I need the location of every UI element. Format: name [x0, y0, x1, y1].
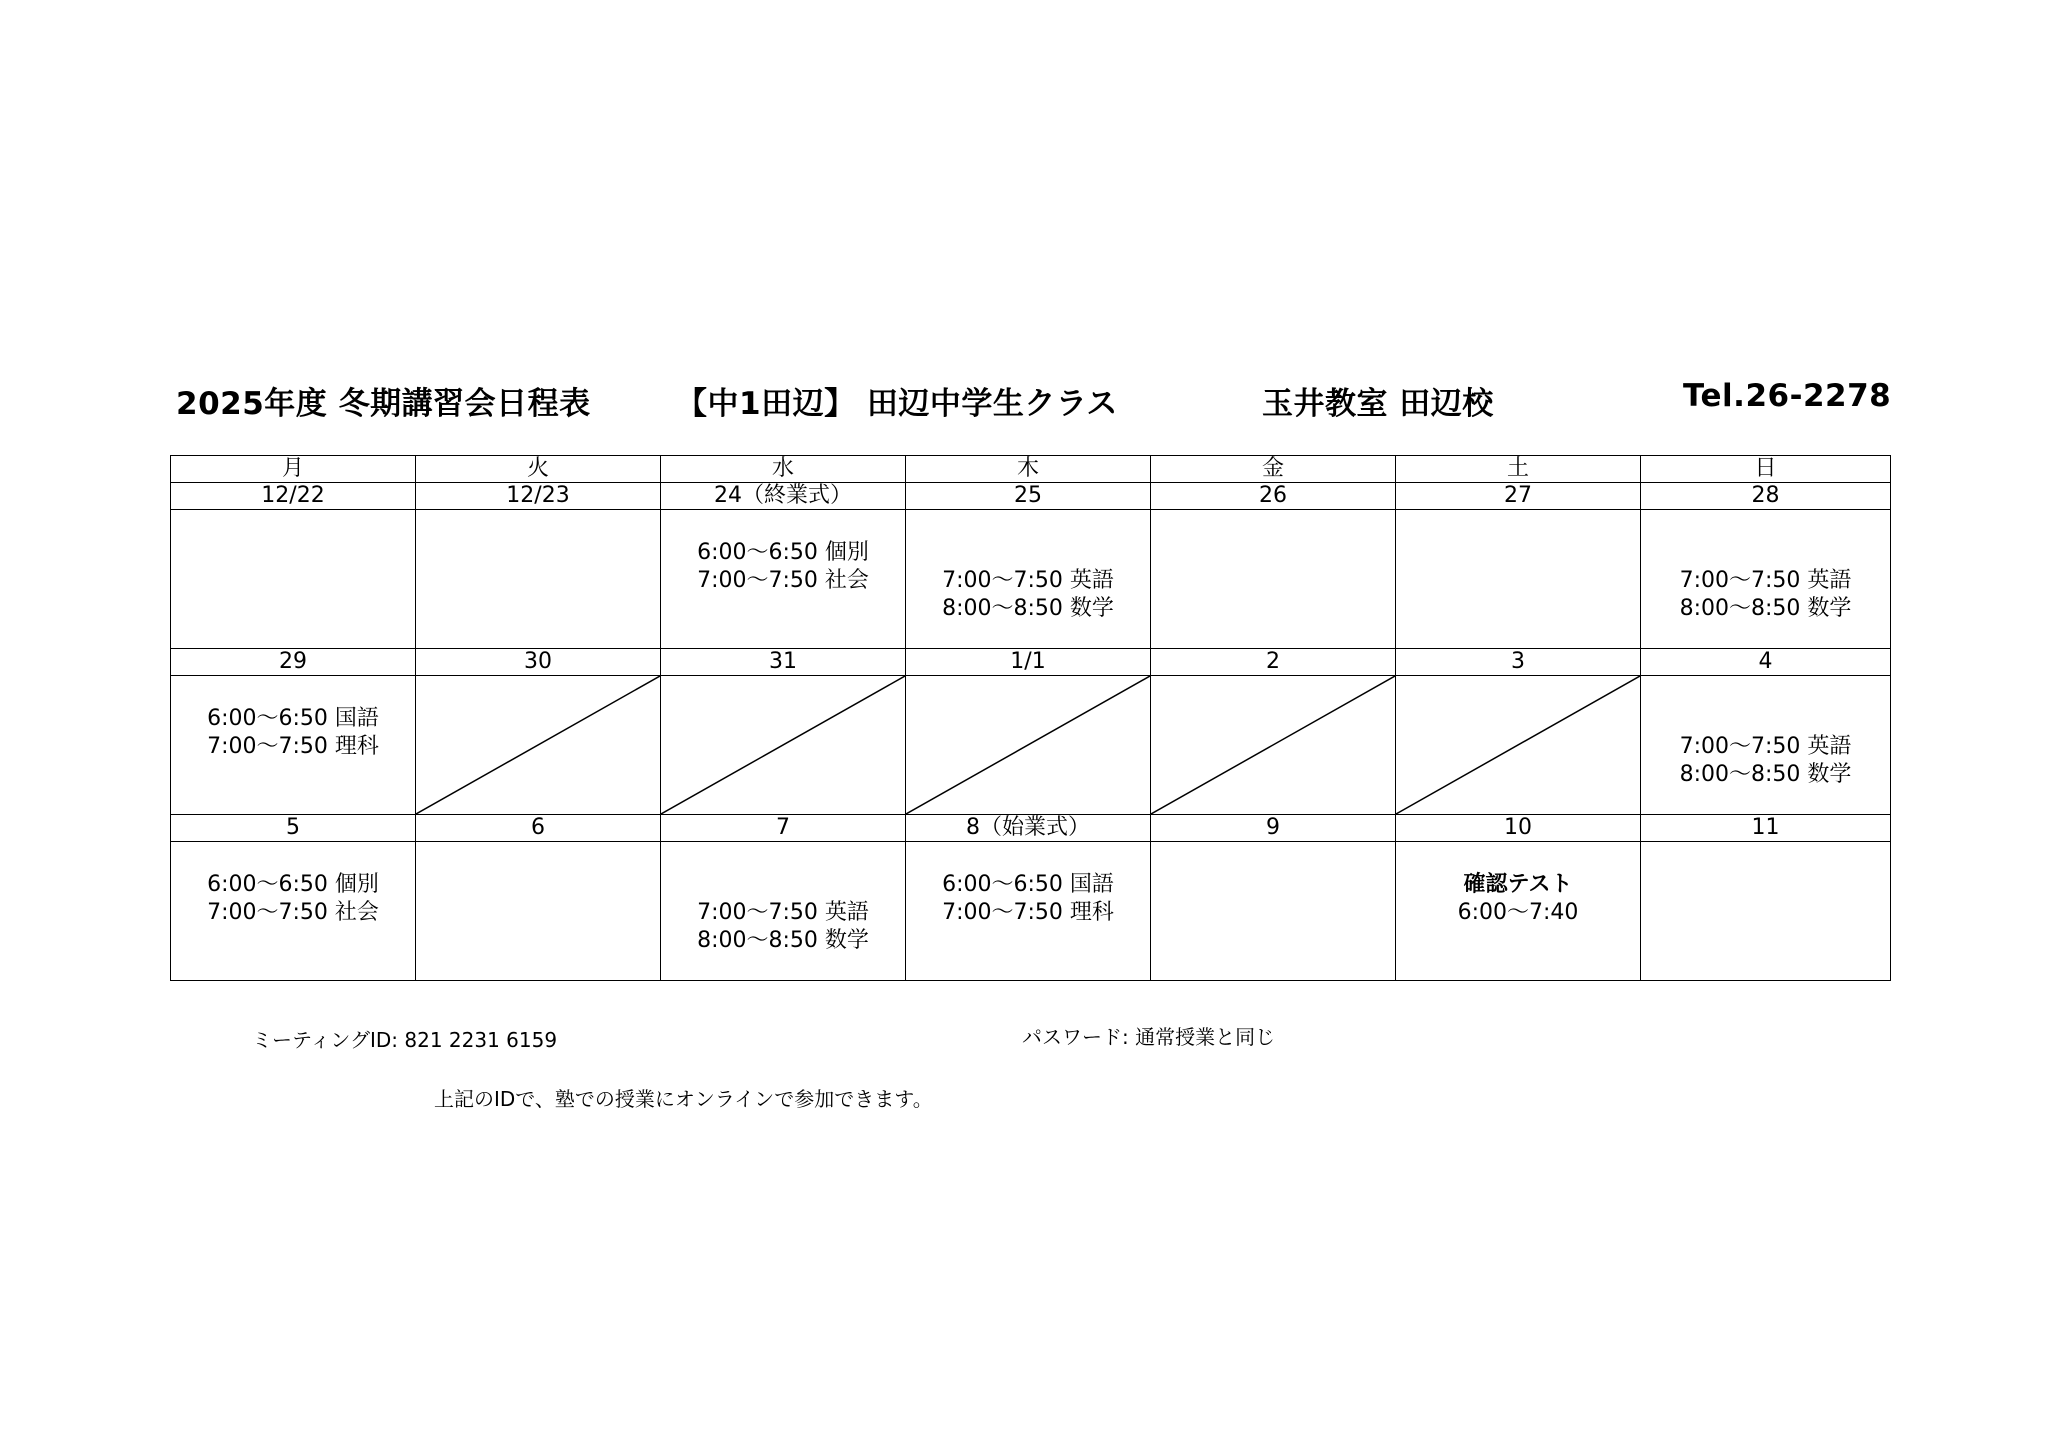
schedule-cell — [1151, 842, 1396, 981]
schedule-cell — [1396, 510, 1641, 649]
schedule-cell — [171, 676, 416, 815]
weekday-mon: 月 — [171, 456, 416, 483]
date-cell: 28 — [1641, 483, 1891, 510]
date-cell: 3 — [1396, 649, 1641, 676]
lesson-line: 7:00～7:50 英語 — [697, 900, 869, 925]
date-cell: 12/23 — [416, 483, 661, 510]
date-cell: 26 — [1151, 483, 1396, 510]
schedule-cell — [171, 842, 416, 981]
date-cell: 2 — [1151, 649, 1396, 676]
date-cell: 27 — [1396, 483, 1641, 510]
lesson-line: 7:00～7:50 社会 — [697, 568, 869, 593]
date-cell: 4 — [1641, 649, 1891, 676]
closed-day-cell — [906, 676, 1151, 815]
lesson-line: 8:00～8:50 数学 — [942, 596, 1114, 621]
closed-day-cell — [661, 676, 906, 815]
weekday-tue: 火 — [416, 456, 661, 483]
date-cell: 9 — [1151, 815, 1396, 842]
lesson-line: 6:00～7:40 — [1457, 900, 1579, 925]
schedule-cell — [661, 510, 906, 649]
lesson-line: 6:00～6:50 個別 — [207, 872, 379, 897]
date-cell: 6 — [416, 815, 661, 842]
lesson-line: 7:00～7:50 英語 — [942, 568, 1114, 593]
schedule-cell — [171, 510, 416, 649]
schedule-cell — [416, 510, 661, 649]
schedule-cell — [1641, 676, 1891, 815]
date-cell: 5 — [171, 815, 416, 842]
date-cell: 30 — [416, 649, 661, 676]
schedule-cell — [1396, 842, 1641, 981]
schedule-cell — [906, 842, 1151, 981]
school-name: 玉井教室 田辺校 — [1262, 386, 1494, 422]
schedule-cell — [1151, 510, 1396, 649]
lesson-line: 7:00～7:50 社会 — [207, 900, 379, 925]
schedule-row — [171, 676, 1891, 815]
schedule-row — [171, 842, 1891, 981]
schedule-cell — [416, 842, 661, 981]
lesson-line: 6:00～6:50 国語 — [942, 872, 1114, 897]
date-cell: 24（終業式） — [661, 483, 906, 510]
schedule-cell — [906, 510, 1151, 649]
date-cell: 10 — [1396, 815, 1641, 842]
date-cell: 7 — [661, 815, 906, 842]
date-cell: 25 — [906, 483, 1151, 510]
lesson-line: 6:00～6:50 国語 — [207, 706, 379, 731]
date-row — [171, 815, 1891, 842]
lesson-line: 8:00～8:50 数学 — [1679, 596, 1852, 621]
lesson-line: 8:00～8:50 数学 — [697, 928, 869, 953]
closed-diagonal-line — [1396, 676, 1640, 814]
lesson-line: 7:00～7:50 英語 — [1679, 568, 1852, 593]
class-name: 【中1田辺】 田辺中学生クラス — [676, 386, 1118, 422]
meeting-id: ミーティングID: 821 2231 6159 — [252, 1028, 558, 1052]
schedule-cell — [661, 842, 906, 981]
closed-diagonal-line — [1151, 676, 1395, 814]
closed-day-cell — [416, 676, 661, 815]
date-cell: 8（始業式） — [906, 815, 1151, 842]
closed-diagonal-line — [661, 676, 905, 814]
closed-diagonal-line — [416, 676, 660, 814]
test-title: 確認テスト — [1463, 872, 1573, 897]
weekday-sun: 日 — [1641, 456, 1891, 483]
weekday-sat: 土 — [1396, 456, 1641, 483]
lesson-line: 8:00～8:50 数学 — [1679, 762, 1852, 787]
lesson-line: 7:00～7:50 理科 — [207, 734, 379, 759]
date-row — [171, 483, 1891, 510]
phone-number: Tel.26-2278 — [1683, 378, 1892, 414]
schedule-table — [170, 455, 1891, 981]
closed-diagonal-line — [906, 676, 1150, 814]
weekday-fri: 金 — [1151, 456, 1396, 483]
weekday-thu: 木 — [906, 456, 1151, 483]
date-cell: 29 — [171, 649, 416, 676]
lesson-line: 7:00～7:50 理科 — [942, 900, 1114, 925]
weekday-header-row — [171, 456, 1891, 483]
schedule-cell — [1641, 842, 1891, 981]
meeting-password: パスワード: 通常授業と同じ — [1022, 1025, 1276, 1049]
date-cell: 1/1 — [906, 649, 1151, 676]
lesson-line: 6:00～6:50 個別 — [697, 540, 869, 565]
online-note: 上記のIDで、塾での授業にオンラインで参加できます。 — [434, 1087, 933, 1111]
date-cell: 31 — [661, 649, 906, 676]
schedule-row — [171, 510, 1891, 649]
closed-day-cell — [1396, 676, 1641, 815]
date-row — [171, 649, 1891, 676]
schedule-title: 2025年度 冬期講習会日程表 — [176, 386, 591, 422]
lesson-line: 7:00～7:50 英語 — [1679, 734, 1852, 759]
closed-day-cell — [1151, 676, 1396, 815]
weekday-wed: 水 — [661, 456, 906, 483]
date-cell: 12/22 — [171, 483, 416, 510]
date-cell: 11 — [1641, 815, 1891, 842]
schedule-cell — [1641, 510, 1891, 649]
